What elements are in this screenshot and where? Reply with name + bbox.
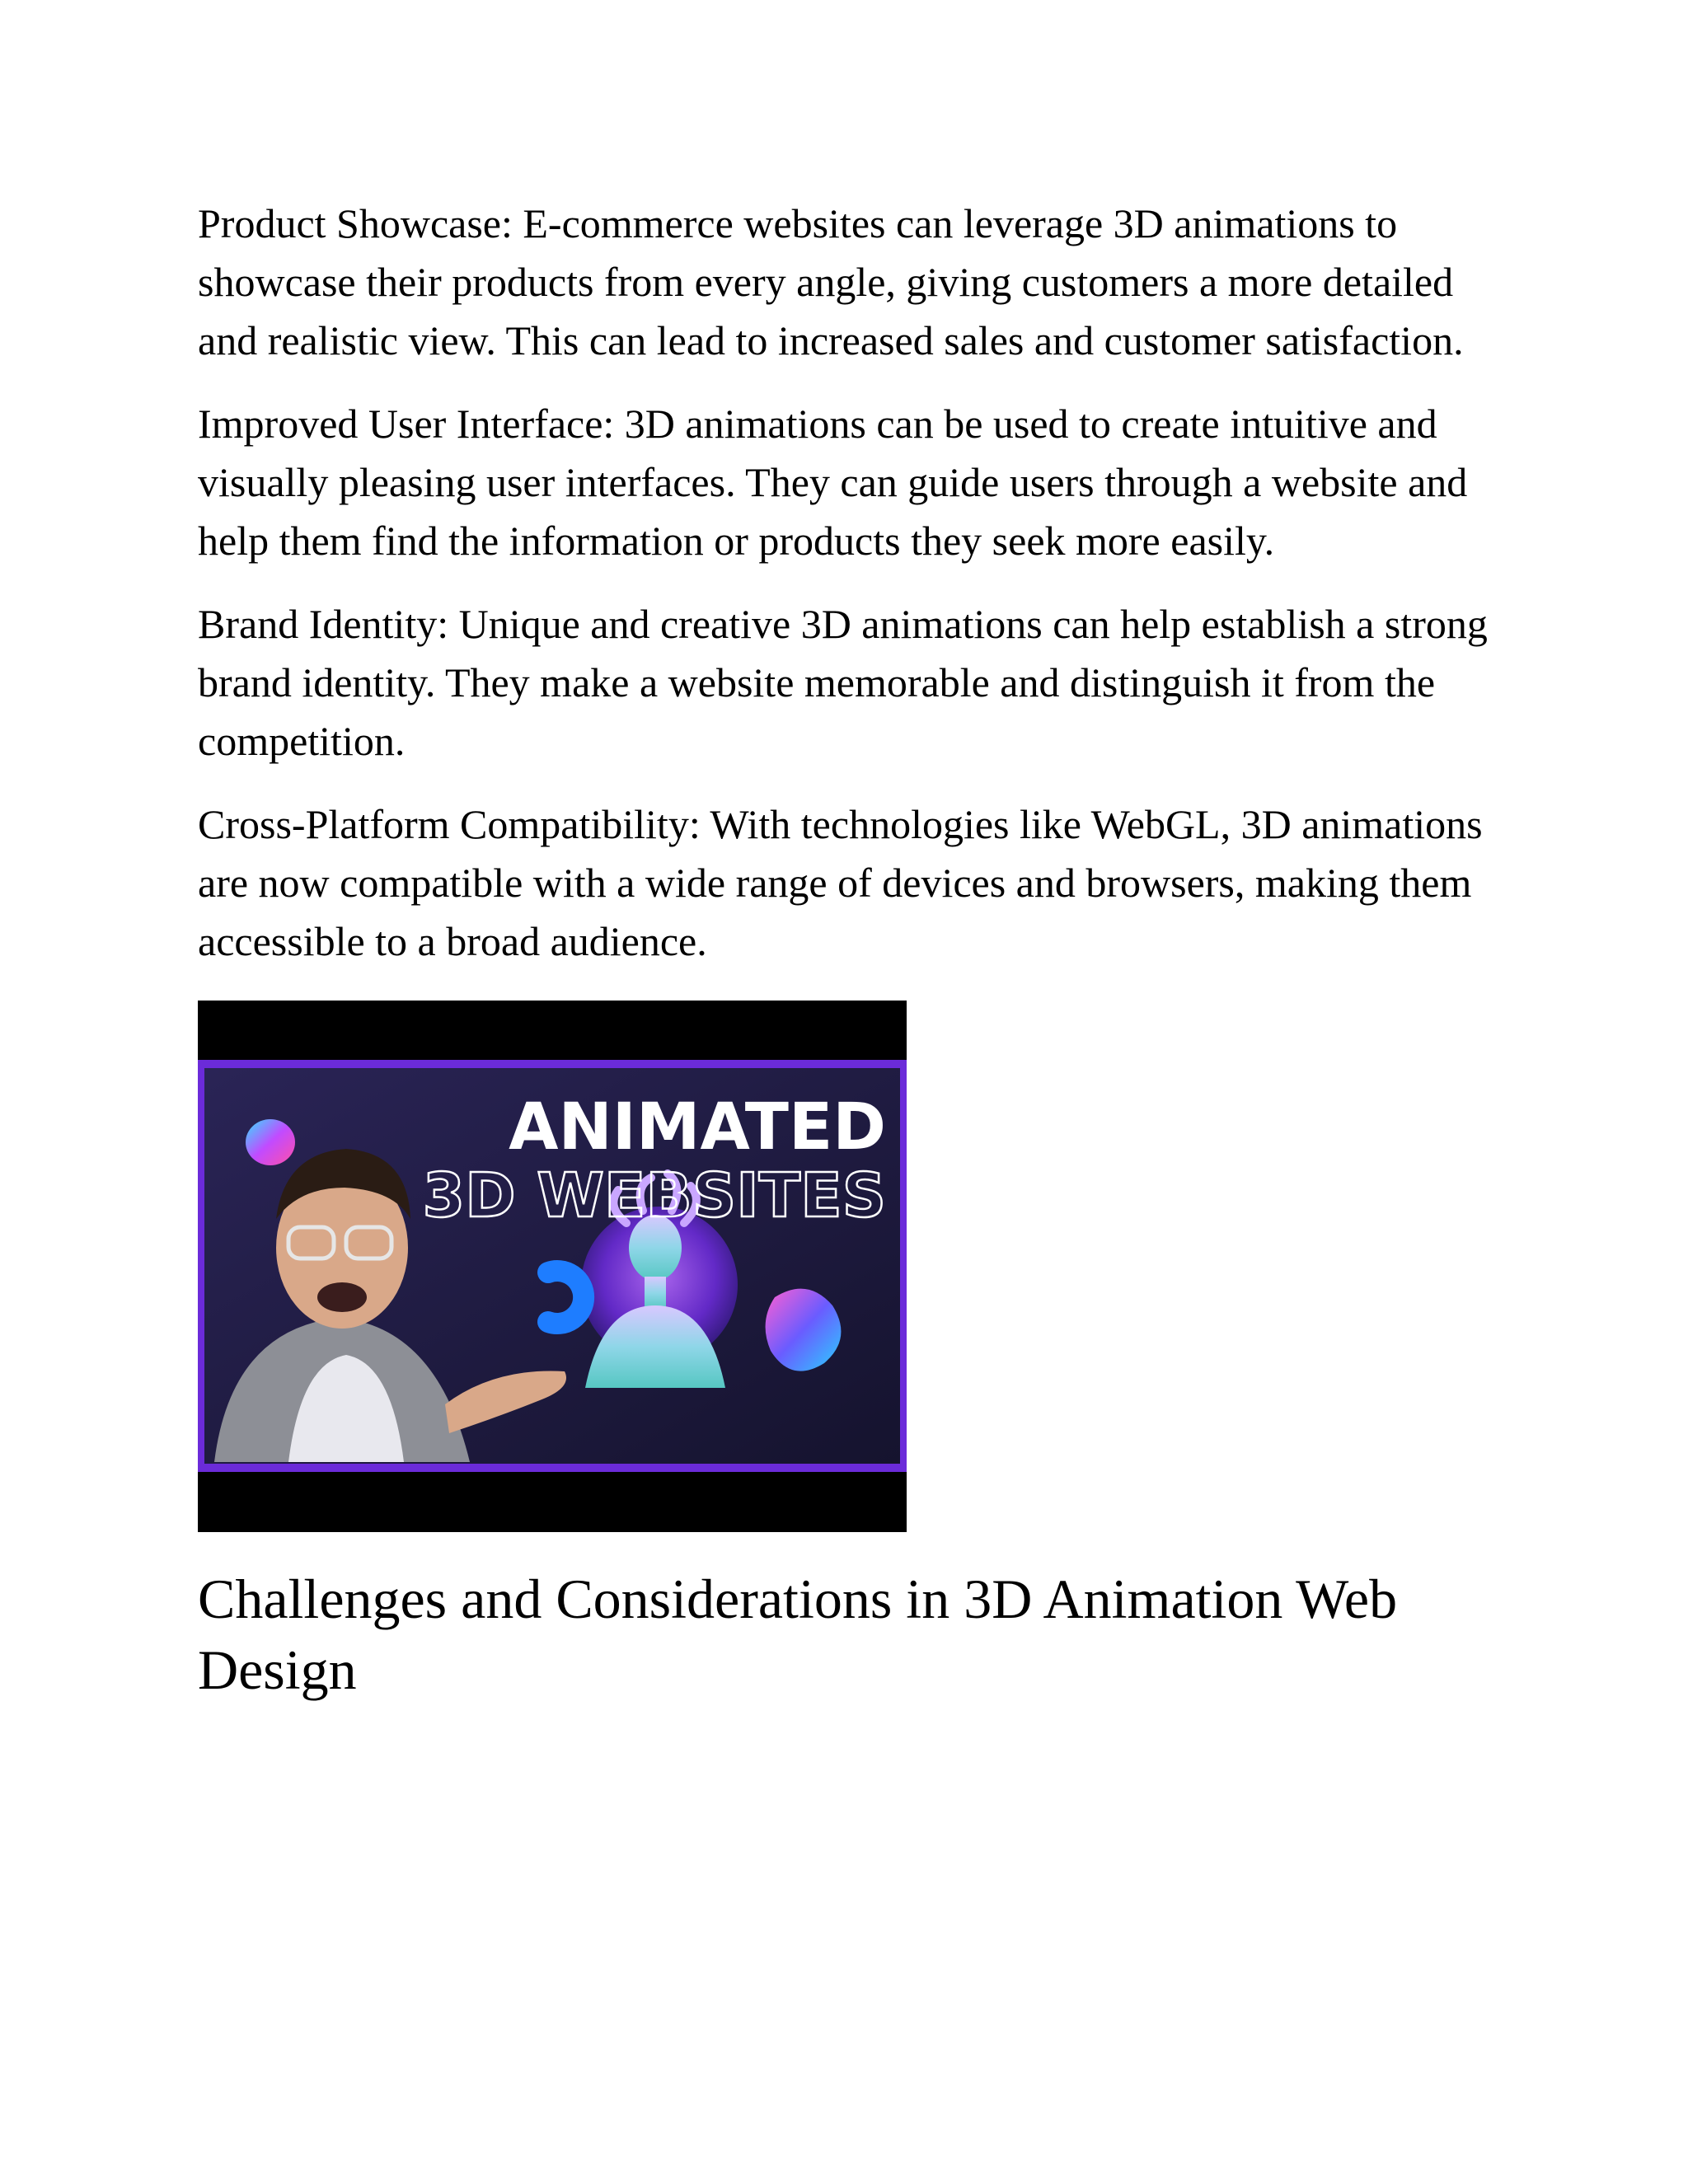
video-thumbnail-image	[198, 1001, 907, 1532]
paragraph-brand-identity: Brand Identity: Unique and creative 3D animations can help establish a strong brand identity. They make a website memorable and distinguish it from the competition.	[198, 601, 1488, 764]
section-heading: Challenges and Considerations in 3D Animation Web Design	[198, 1568, 1398, 1701]
thumbnail-title-line1: ANIMATED	[509, 1090, 886, 1165]
paragraph-improved-user-interface: Improved User Interface: 3D animations can be used to create intuitive and visually pleasing user interfaces. They can guide users through a website and help them find the information or products they seek more easily.	[198, 401, 1468, 564]
logo-blob-icon	[246, 1119, 295, 1165]
thumbnail-title-line2: 3D WEBSITES	[422, 1160, 886, 1231]
thumbnail-artwork	[198, 1001, 907, 1532]
paragraph-cross-platform: Cross-Platform Compatibility: With technologies like WebGL, 3D animations are now compatible with a wide range of devices and browsers, making them accessible to a broad audience.	[198, 801, 1483, 964]
content-column	[198, 194, 1500, 1705]
paragraph-product-showcase: Product Showcase: E-commerce websites can leverage 3D animations to showcase their products from every angle, giving customers a more detailed and realistic view. This can lead to increased sales and customer satisfaction.	[198, 200, 1464, 363]
